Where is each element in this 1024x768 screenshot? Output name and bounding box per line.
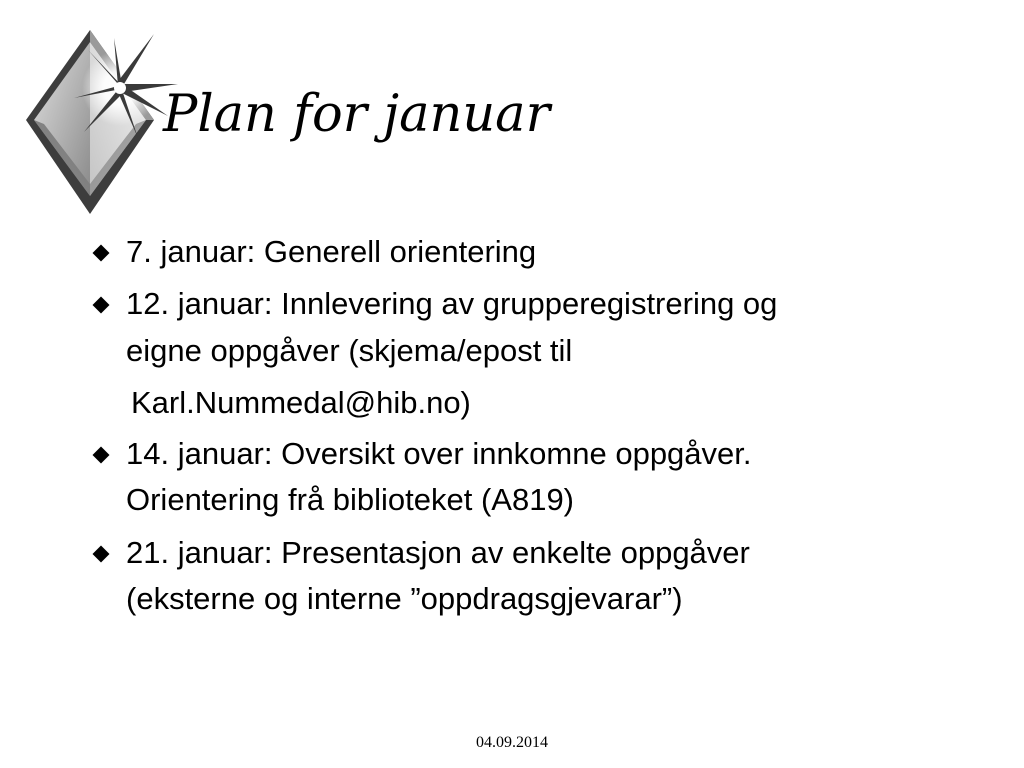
- bullet-item-2-line-1: 12. januar: Innlevering av grupperegistrering og: [126, 286, 778, 321]
- bullet-item-2-line-2: eigne oppgåver (skjema/epost til: [126, 333, 573, 368]
- bullet-item-4-line-1: 21. januar: Presentasjon av enkelte oppgåver: [126, 535, 750, 570]
- diamond-bullet-icon: [93, 546, 110, 563]
- bullet-item-4-line-2: (eksterne og interne ”oppdragsgjevarar”): [126, 581, 683, 616]
- email-continuation-line: Karl.Nummedal@hib.no): [131, 385, 471, 420]
- diamond-bullet-icon: [93, 447, 110, 464]
- bullet-item-1-line-1: 7. januar: Generell orientering: [126, 234, 537, 269]
- bullet-item-3-line-2: Orientering frå biblioteket (A819): [126, 482, 575, 517]
- slide-title: Plan for januar: [163, 85, 550, 144]
- footer-date: 04.09.2014: [476, 734, 548, 751]
- diamond-bullet-icon: [93, 245, 110, 262]
- diamond-bullet-icon: [93, 297, 110, 314]
- bullet-item-3-line-1: 14. januar: Oversikt over innkomne oppgåver.: [126, 436, 752, 471]
